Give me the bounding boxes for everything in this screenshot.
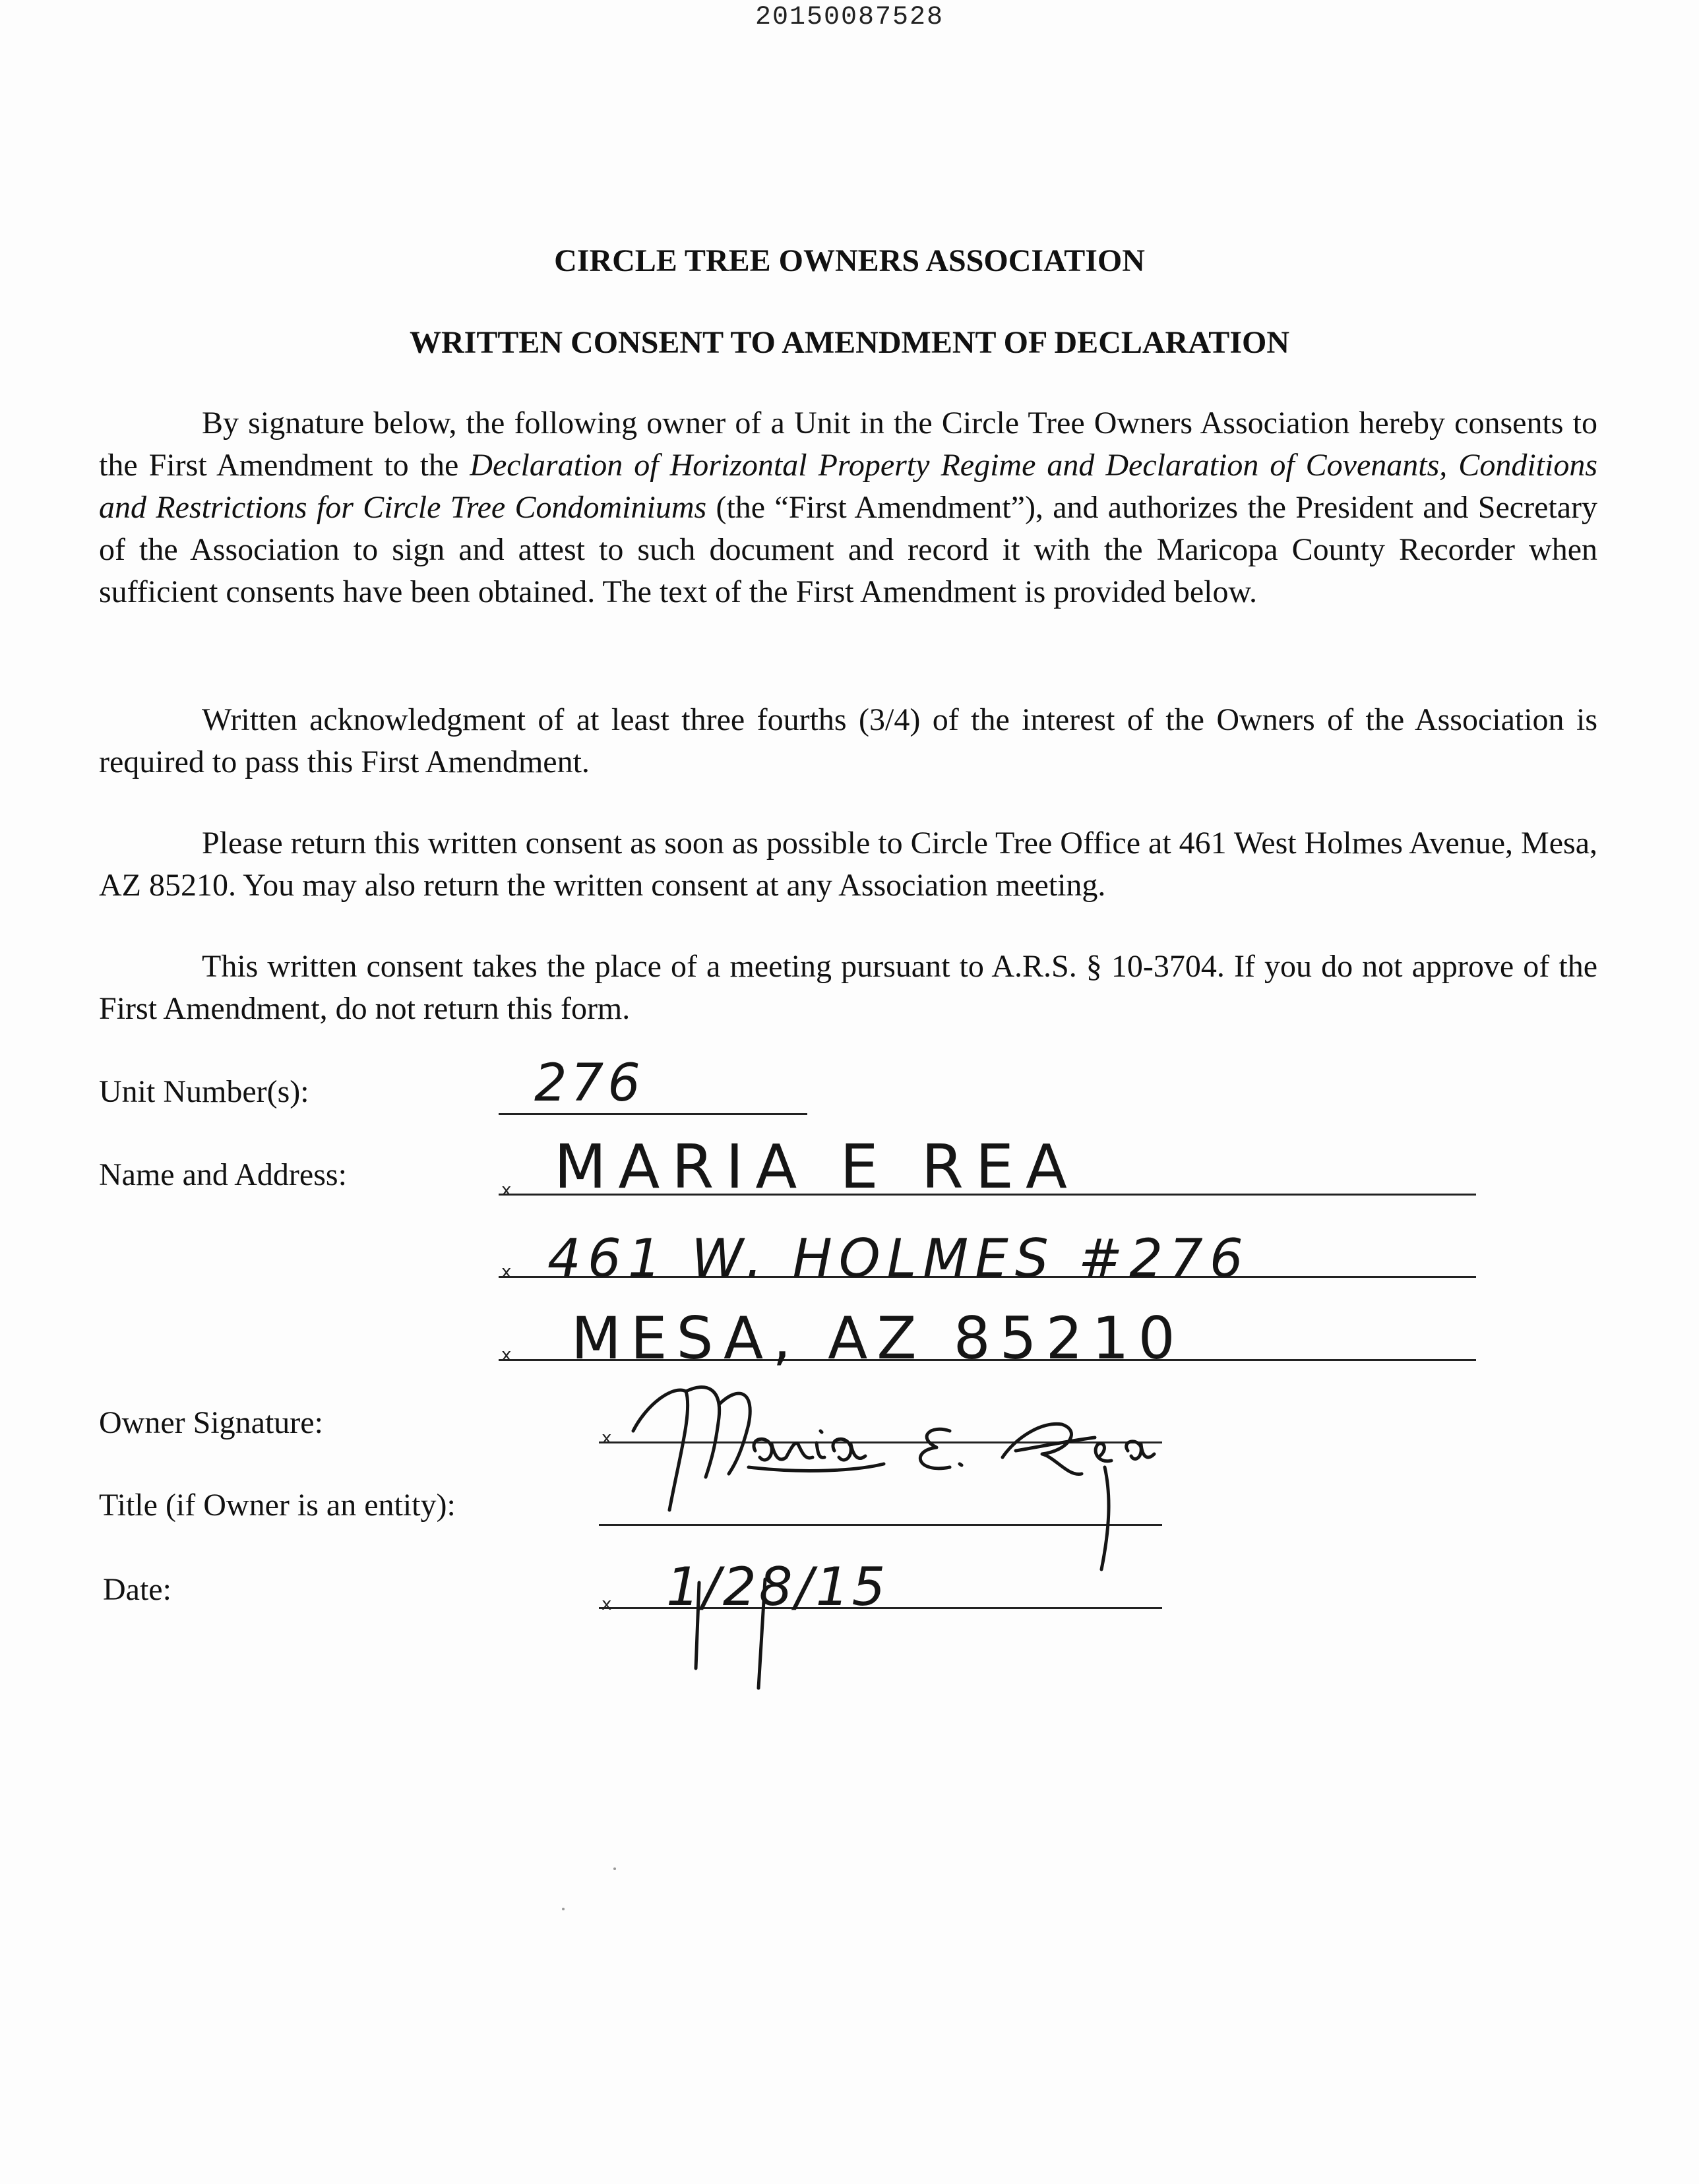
unit-number-value: 276 <box>534 1054 644 1113</box>
consent-title: WRITTEN CONSENT TO AMENDMENT OF DECLARATION <box>409 325 1289 360</box>
unit-number-label: Unit Number(s): <box>99 1074 309 1109</box>
meeting-notice-paragraph: This written consent takes the place of a meeting pursuant to A.R.S. § 10-3704. If you do not approve of the First Amendment, do not return this form. <box>99 949 1597 1026</box>
scan-speck <box>562 1908 565 1910</box>
return-instructions-paragraph: Please return this written consent as soon as possible to Circle Tree Office at 461 West Holmes Avenue, Mesa, AZ 85210. You may also return the written consent at any Association meeting. <box>99 826 1597 903</box>
sign-here-mark: x <box>501 1345 512 1365</box>
consent-text-part1: By signature below, the following owner of a Unit in the Circle Tree Owners Association hereby consents to the First Amendment to the <box>99 406 1597 483</box>
owner-signature-label: Owner Signature: <box>99 1405 323 1440</box>
sign-here-mark: x <box>602 1594 612 1614</box>
sign-here-mark: x <box>501 1262 512 1282</box>
date-label: Date: <box>103 1572 171 1607</box>
owner-city-value: MESA, AZ 85210 <box>571 1304 1185 1372</box>
owner-signature <box>607 1358 1200 1576</box>
consent-paragraph <box>99 402 1597 613</box>
date-handwriting-strokes <box>686 1569 791 1701</box>
declaration-title: Declaration of Horizontal Property Regime and Declaration of Covenants, Conditions and Restrictions for Circle Tree Condominiums <box>99 448 1598 525</box>
name-address-label: Name and Address: <box>99 1157 347 1192</box>
recording-number: 20150087528 <box>755 3 944 32</box>
owner-name-value: MARIA E REA <box>554 1132 1079 1202</box>
acknowledgment-paragraph: Written acknowledgment of at least three fourths (3/4) of the interest of the Owners of the Association is required to pass this First Amendment. <box>99 702 1597 779</box>
owner-address-value: 461 W. HOLMES #276 <box>547 1228 1250 1289</box>
association-title: CIRCLE TREE OWNERS ASSOCIATION <box>554 243 1145 278</box>
unit-number-line[interactable] <box>499 1113 807 1115</box>
consent-text-part2: (the “First Amendment”), and authorizes the President and Secretary of the Association to sign and attest to such document and record it with the Maricopa County Recorder when sufficient consents have been obtained. The text of the First Amendment is provided below. <box>99 490 1597 609</box>
signed-date-value: 1/28/15 <box>666 1556 888 1618</box>
sign-here-mark: x <box>602 1428 612 1448</box>
entity-title-label: Title (if Owner is an entity): <box>99 1488 456 1523</box>
scan-speck <box>613 1867 616 1870</box>
sign-here-mark: x <box>501 1180 512 1200</box>
